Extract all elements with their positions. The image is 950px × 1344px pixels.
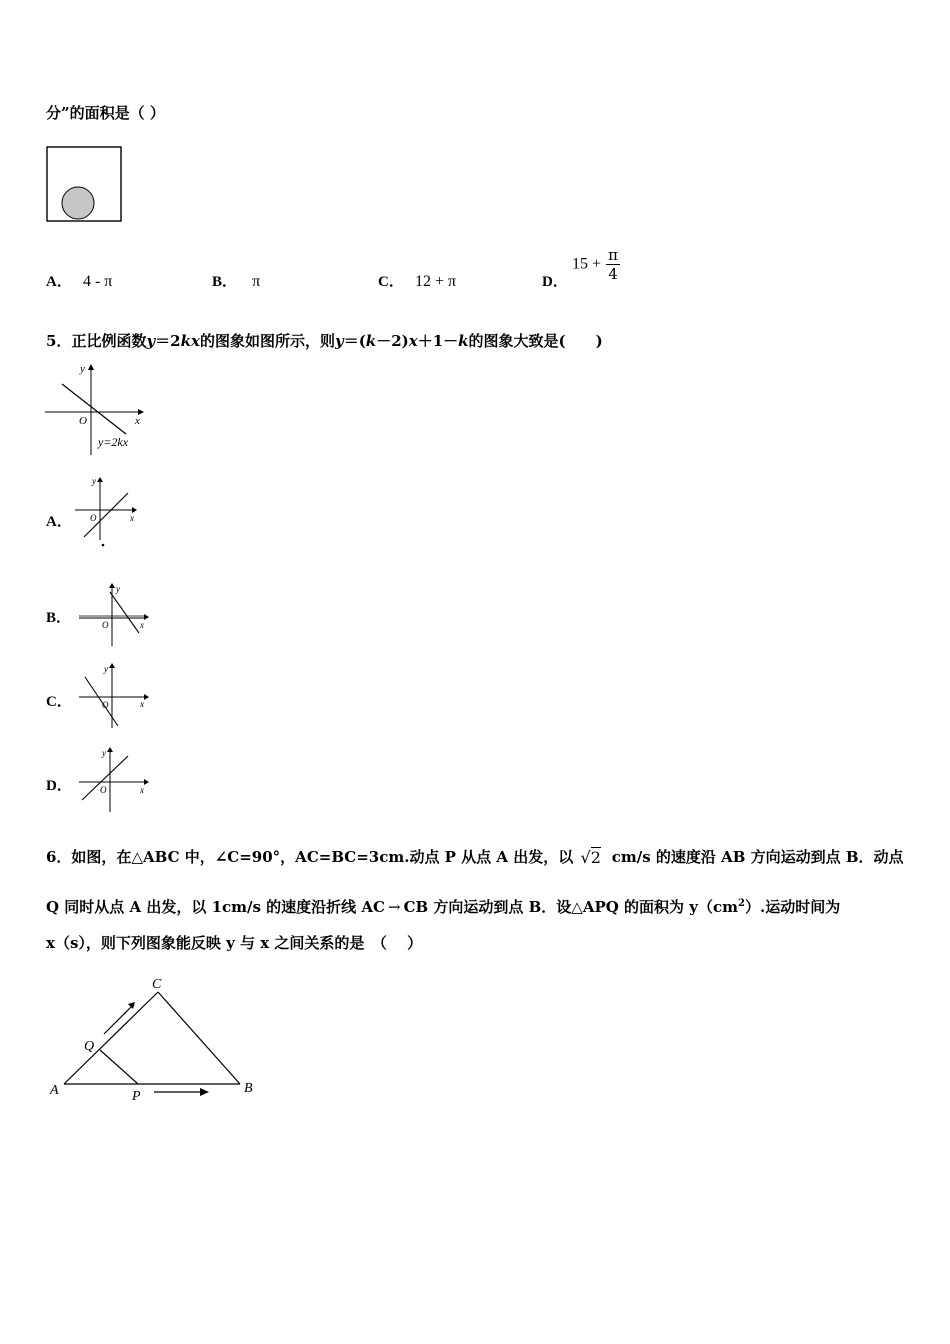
y-label: y	[102, 748, 106, 758]
y-axis-arrow	[107, 747, 113, 752]
q6-question-line2: Q 同时从点 A 出发，以 1cm/s 的速度沿折线 AC → CB 方向运动到点 B．设△APQ 的面积为 $y(cm^2)$.运动时间为	[46, 898, 841, 916]
origin-label: O	[102, 700, 109, 710]
option-line	[110, 592, 139, 633]
y-label: y	[92, 476, 96, 486]
segment-cb	[158, 992, 240, 1084]
q4-option-b[interactable]: B． π	[212, 273, 261, 290]
x-axis-arrow	[144, 694, 149, 700]
q5-option-b[interactable]: B．	[46, 610, 72, 626]
q4-circle	[62, 187, 94, 219]
label-p: P	[132, 1089, 141, 1104]
segment-qp	[100, 1050, 138, 1084]
segment-ac	[64, 992, 158, 1084]
label-b: B	[244, 1081, 253, 1096]
y-axis-arrow	[88, 364, 94, 370]
y-axis-arrow	[97, 477, 103, 482]
q6-question-line1: 6．如图，在△ABC 中，∠C=90°，AC=BC=3cm.动点 P 从点 A 出发，以 √2 cm/s 的速度沿 AB 方向运动到点 B．动点	[46, 848, 904, 867]
line-y-2kx	[62, 384, 126, 434]
origin-label: O	[79, 415, 87, 427]
q4-square-circle-figure	[44, 144, 134, 226]
x-axis-arrow	[144, 779, 149, 785]
q5-option-a[interactable]: A．	[46, 514, 72, 530]
q4-option-d[interactable]: D．	[542, 274, 568, 290]
x-label: x	[140, 785, 144, 795]
x-label: x	[140, 699, 144, 709]
q6-question-line3: x（s），则下列图象能反映 y 与 x 之间关系的是 （ ）	[46, 934, 423, 952]
x-axis-arrow	[144, 614, 149, 620]
label-c: C	[152, 977, 162, 992]
y-label: y	[116, 584, 120, 594]
q5-option-d[interactable]: D．	[46, 778, 72, 794]
q5-option-c-graph	[76, 660, 154, 732]
q4-question-tail: 分”的面积是（ ）	[46, 104, 165, 122]
q5-main-graph	[40, 360, 150, 458]
q4-option-c[interactable]: C． 12 + π	[378, 273, 457, 290]
origin-label: O	[102, 620, 109, 630]
q5-option-c[interactable]: C．	[46, 694, 72, 710]
arrow-q-head	[128, 1002, 135, 1009]
y-label: y	[80, 363, 85, 375]
line-label: y=2kx	[98, 435, 129, 449]
dot-mark	[102, 544, 105, 547]
q6-triangle-figure	[44, 970, 274, 1110]
y-axis-arrow	[109, 583, 115, 588]
arrow-p-head	[200, 1088, 209, 1096]
origin-label: O	[90, 513, 97, 523]
q4-option-d-value: 15 + $\frac{\pi}{4}$	[572, 246, 618, 283]
y-label: y	[104, 664, 108, 674]
q5-question: 5．正比例函数y＝2kx的图象如图所示，则y＝(k－2)x＋1－k的图象大致是( )	[46, 332, 603, 350]
y-axis-arrow	[109, 663, 115, 668]
q5-option-b-graph	[76, 580, 154, 650]
origin-label: O	[100, 785, 107, 795]
x-label: x	[130, 513, 134, 523]
q5-option-d-graph	[76, 744, 154, 816]
q5-option-a-graph	[70, 474, 142, 550]
q4-option-a[interactable]: A． 4 - π	[46, 273, 113, 290]
arrow-q-motion	[104, 1006, 132, 1034]
label-a: A	[50, 1083, 59, 1098]
q4-fraction: $\frac{\pi}{4}$	[608, 246, 618, 283]
label-q: Q	[84, 1039, 95, 1054]
x-label: x	[135, 415, 140, 427]
x-label: x	[140, 620, 144, 630]
